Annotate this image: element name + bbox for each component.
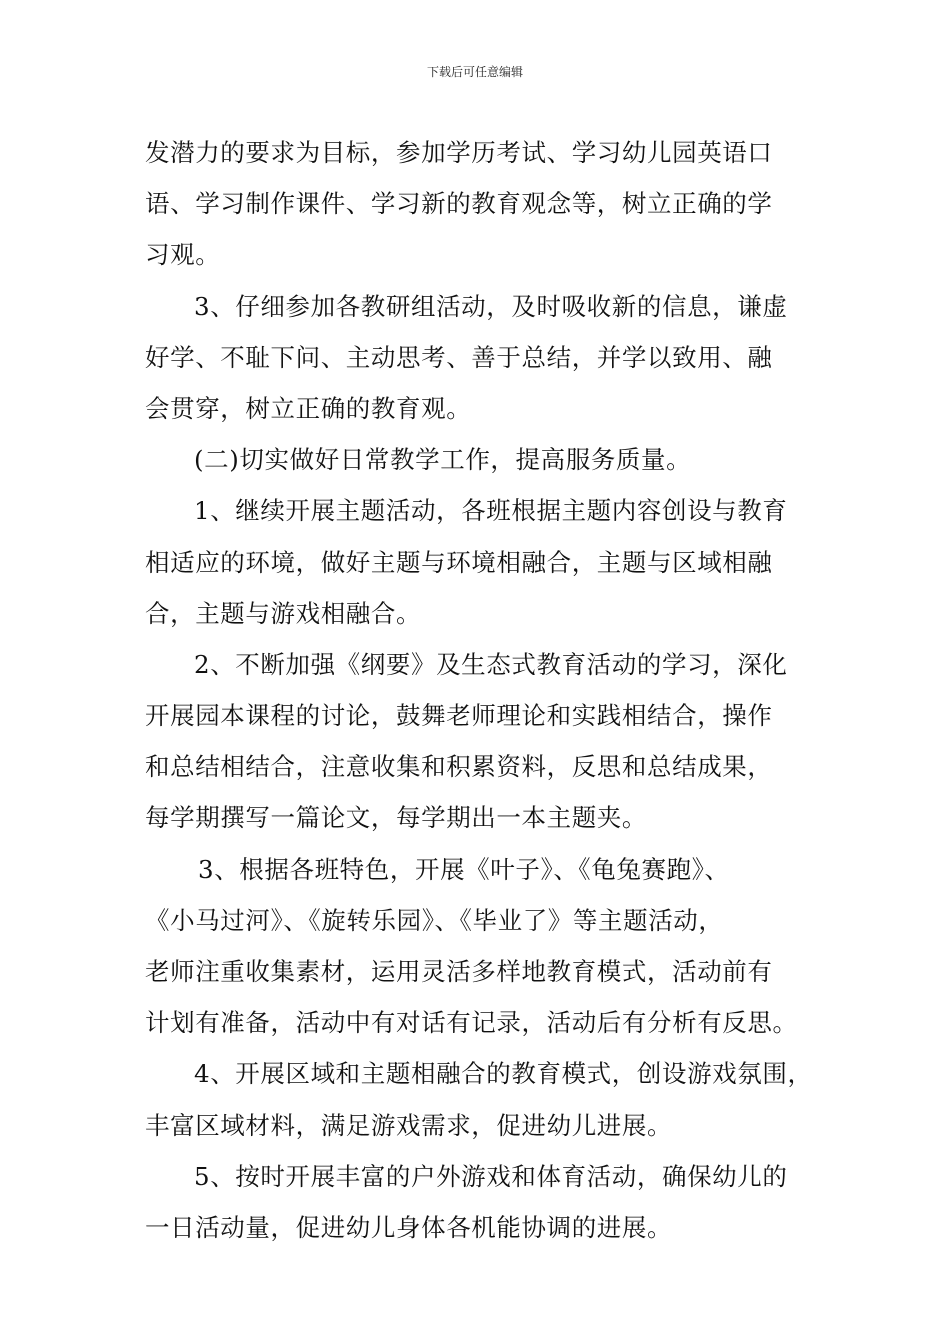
text-line: 好学、不耻下问、主动思考、善于总结，并学以致用、融 <box>145 342 773 372</box>
text-line: 丰富区域材料，满足游戏需求，促进幼儿进展。 <box>145 1110 673 1140</box>
paragraph-start-line: 3、仔细参加各教研组活动，及时吸收新的信息，谦虚 <box>194 291 788 321</box>
text-line: 一日活动量，促进幼儿身体各机能协调的进展。 <box>145 1212 673 1242</box>
text-line: 合，主题与游戏相融合。 <box>145 598 422 628</box>
text-line: 会贯穿，树立正确的教育观。 <box>145 393 472 423</box>
section-heading: (二)切实做好日常教学工作，提高服务质量。 <box>194 445 692 475</box>
paragraph-start-line: 2、不断加强《纲要》及生态式教育活动的学习，深化 <box>194 649 788 679</box>
document-body <box>145 127 825 1253</box>
paragraph-start-line: 5、按时开展丰富的户外游戏和体育活动，确保幼儿的 <box>194 1161 788 1191</box>
page-header: 下载后可任意编辑 <box>426 65 523 79</box>
paragraph-start-line: 4、开展区域和主题相融合的教育模式，创设游戏氛围， <box>194 1059 813 1089</box>
text-line: 相适应的环境，做好主题与环境相融合，主题与区域相融 <box>145 547 773 577</box>
text-line: 开展园本课程的讨论，鼓舞老师理论和实践相结合，操作 <box>145 701 773 731</box>
text-line: 和总结相结合，注意收集和积累资料，反思和总结成果， <box>145 752 773 782</box>
text-line: 习观。 <box>145 240 221 270</box>
text-line: 老师注重收集素材，运用灵活多样地教育模式，活动前有 <box>145 957 773 986</box>
text-line: 语、学习制作课件、学习新的教育观念等，树立正确的学 <box>145 189 773 219</box>
paragraph-start-line: 3、根据各班特色，开展《叶子》、《龟兔赛跑》、 <box>198 854 730 884</box>
text-line: 《小马过河》、《旋转乐园》、《毕业了》等主题活动， <box>145 905 724 935</box>
text-line: 每学期撰写一篇论文，每学期出一本主题夹。 <box>145 803 647 833</box>
text-line: 计划有准备，活动中有对话有记录，活动后有分析有反思。 <box>145 1008 798 1038</box>
paragraph-start-line: 1、继续开展主题活动，各班根据主题内容创设与教育 <box>194 496 788 526</box>
text-line: 发潜力的要求为目标，参加学历考试、学习幼儿园英语口 <box>145 138 773 167</box>
